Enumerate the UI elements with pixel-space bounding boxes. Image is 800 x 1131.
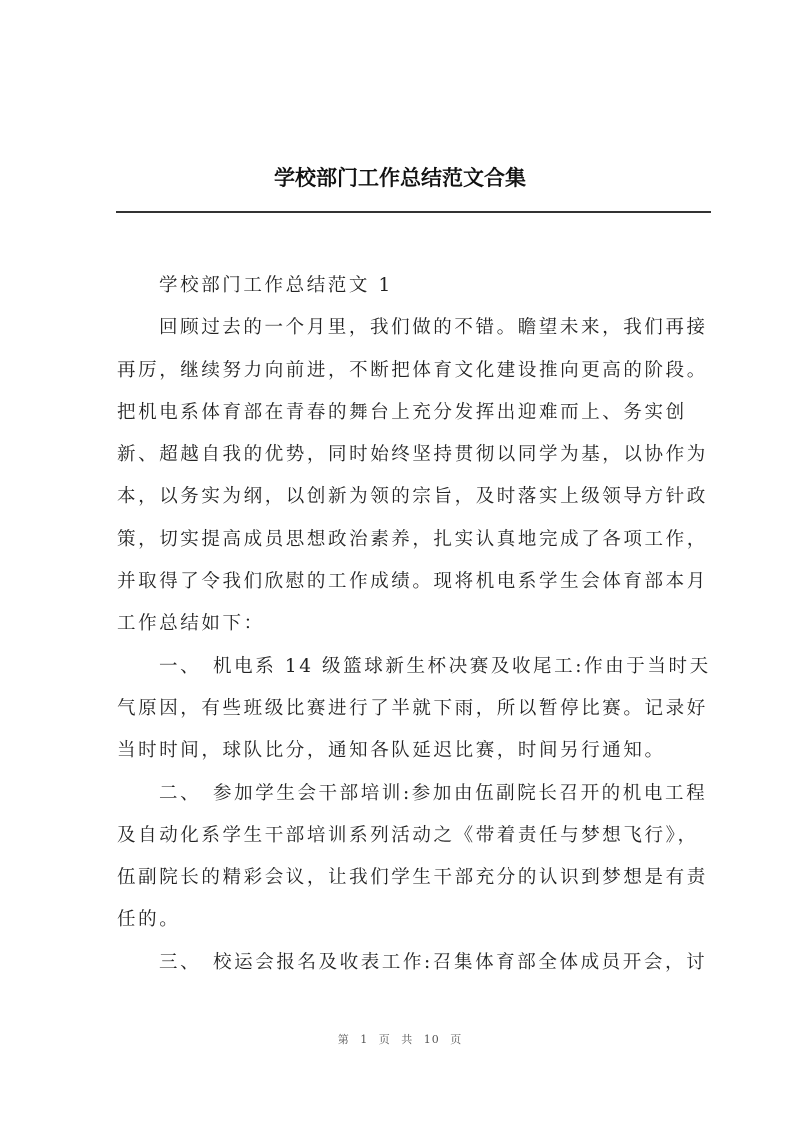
text-line: 任的。 [117,909,181,931]
text-line: 一、 机电系 14 级篮球新生杯决赛及收尾工:作由于当时天 [159,655,711,677]
text-line: 再厉，继续努力向前进，不断把体育文化建设推向更高的阶段。 [117,359,708,381]
document-body [117,265,717,984]
text-line: 伍副院长的精彩会议，让我们学生干部充分的认识到梦想是有责 [117,867,708,889]
text-line: 本，以务实为纲，以创新为领的宗旨，及时落实上级领导方针政 [117,486,708,508]
text-line: 三、 校运会报名及收表工作:召集体育部全体成员开会，讨 [159,951,708,973]
text-line: 新、超越自我的优势，同时始终坚持贯彻以同学为基，以协作为 [117,444,708,466]
document-title: 学校部门工作总结范文合集 [274,166,526,190]
page-footer: 第 1 页 共 10 页 [337,1033,463,1046]
title-divider [116,211,711,213]
text-line: 并取得了令我们欣慰的工作成绩。现将机电系学生会体育部本月 [117,571,708,593]
text-line: 策，切实提高成员思想政治素养，扎实认真地完成了各项工作， [117,528,708,550]
text-line: 二、 参加学生会干部培训:参加由伍副院长召开的机电工程 [159,782,708,804]
text-line: 当时时间，球队比分，通知各队延迟比赛，时间另行通知。 [117,740,666,762]
text-line: 及自动化系学生干部培训系列活动之《带着责任与梦想飞行》， [117,824,699,846]
text-line: 回顾过去的一个月里，我们做的不错。瞻望未来，我们再接 [159,317,708,339]
text-line: 学校部门工作总结范文 1 [159,275,393,296]
text-line: 工作总结如下： [117,613,265,635]
text-line: 把机电系体育部在青春的舞台上充分发挥出迎难而上、务实创 [117,401,687,423]
text-line: 气原因，有些班级比赛进行了半就下雨，所以暂停比赛。记录好 [117,697,708,719]
